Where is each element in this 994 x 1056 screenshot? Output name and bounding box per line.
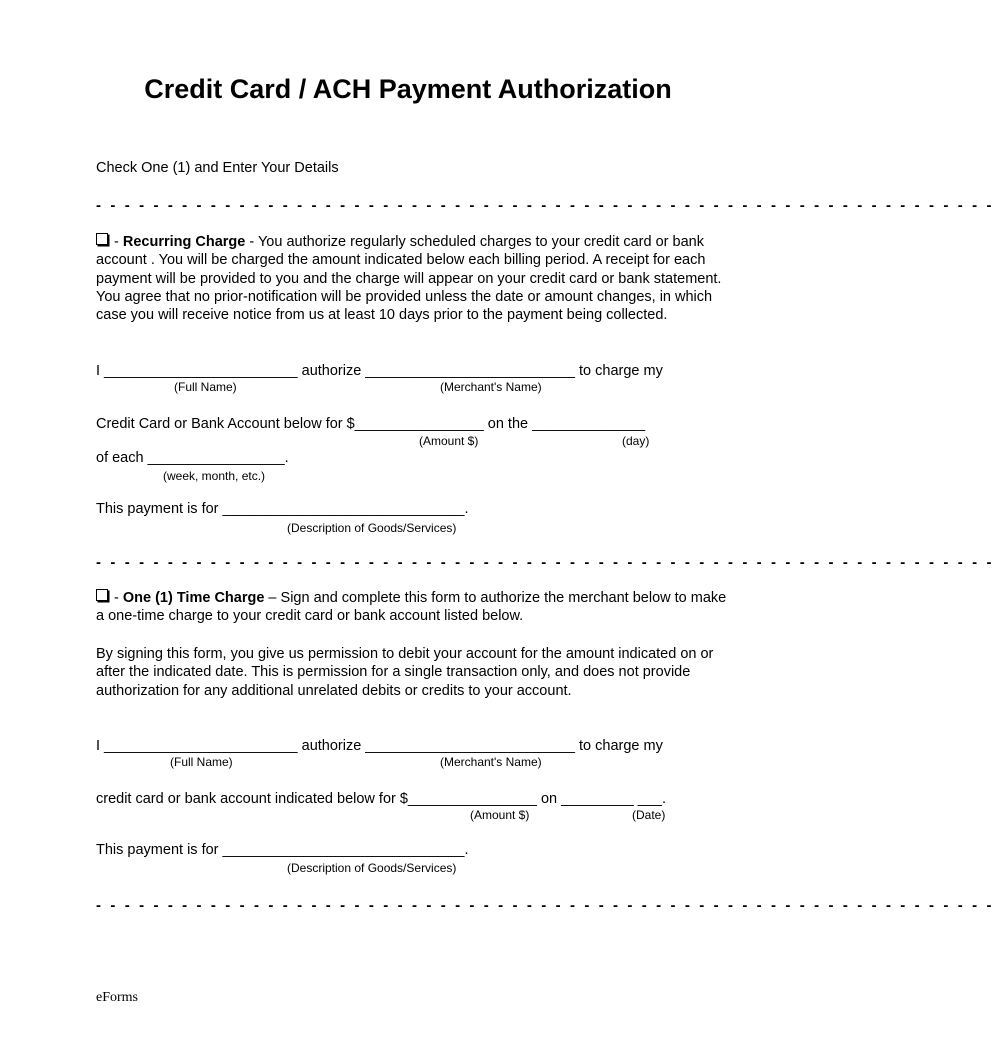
recurring-amount-label: (Amount $) xyxy=(419,434,479,448)
recurring-heading: Recurring Charge xyxy=(122,234,246,250)
separator-1: - - - - - - - - - - - - - - - - - - - - - - - - - - - - - - - - - - - - - - - - - - - - - - - - - - - - - - - - - - - - - - - xyxy=(96,197,994,214)
onetime-paragraph: – Sign and complete this form to authorize the merchant below to make a one-time charge to your credit card or bank account listed below. xyxy=(96,590,727,625)
onetime-heading: One (1) Time Charge xyxy=(122,590,265,606)
instruction-text: Check One (1) and Enter Your Details xyxy=(96,160,339,176)
onetime-checkbox[interactable] xyxy=(96,589,108,601)
onetime-amount-line[interactable]: credit card or bank account indicated below for $________________ on _________ ___. xyxy=(96,791,666,807)
page-title: Credit Card / ACH Payment Authorization xyxy=(144,74,672,104)
recurring-period-line[interactable]: of each _________________. xyxy=(96,450,289,466)
onetime-section xyxy=(96,589,736,626)
separator-2: - - - - - - - - - - - - - - - - - - - - - - - - - - - - - - - - - - - - - - - - - - - - - - - - - - - - - - - - - - - - - - - xyxy=(96,554,994,571)
recurring-day-label: (day) xyxy=(622,434,650,448)
recurring-description-label: (Description of Goods/Services) xyxy=(287,521,457,535)
recurring-amount-line[interactable]: Credit Card or Bank Account below for $________________ on the ______________ xyxy=(96,416,646,432)
recurring-full-name-label: (Full Name) xyxy=(174,380,237,394)
onetime-authorize-line[interactable]: I ________________________ authorize __________________________ to charge my xyxy=(96,738,663,754)
onetime-full-name-label: (Full Name) xyxy=(170,755,233,769)
onetime-date-label: (Date) xyxy=(632,808,666,822)
recurring-period-label: (week, month, etc.) xyxy=(163,469,266,483)
recurring-description-line[interactable]: This payment is for ______________________________. xyxy=(96,501,469,517)
onetime-description-line[interactable]: This payment is for ______________________________. xyxy=(96,842,469,858)
recurring-checkbox[interactable] xyxy=(96,233,108,245)
recurring-merchant-label: (Merchant's Name) xyxy=(440,380,542,394)
recurring-authorize-line[interactable]: I ________________________ authorize __________________________ to charge my xyxy=(96,363,663,379)
onetime-description-label: (Description of Goods/Services) xyxy=(287,861,457,875)
recurring-section xyxy=(96,233,736,324)
recurring-prefix: - xyxy=(114,234,123,250)
separator-3: - - - - - - - - - - - - - - - - - - - - - - - - - - - - - - - - - - - - - - - - - - - - - - - - - - - - - - - - - - - - - - - xyxy=(96,897,994,914)
onetime-permission-paragraph: By signing this form, you give us permission to debit your account for the amount indicated on or after the indicated date. This is permission for a single transaction only, and does not provide authorization for any additional unrelated debits or credits to your account. xyxy=(96,646,714,699)
recurring-paragraph: - You authorize regularly scheduled charges to your credit card or bank account . You will be charged the amount indicated below each billing period. A receipt for each payment will be provided to you and the charge will appear on your credit card or bank statement. You agree that no prior-notification will be provided unless the date or amount changes, in which case you will receive notice from us at least 10 days prior to the payment being collected. xyxy=(96,234,722,324)
onetime-prefix: - xyxy=(114,590,123,606)
onetime-merchant-label: (Merchant's Name) xyxy=(440,755,542,769)
onetime-amount-label: (Amount $) xyxy=(470,808,530,822)
footer-brand: eForms xyxy=(96,990,138,1005)
